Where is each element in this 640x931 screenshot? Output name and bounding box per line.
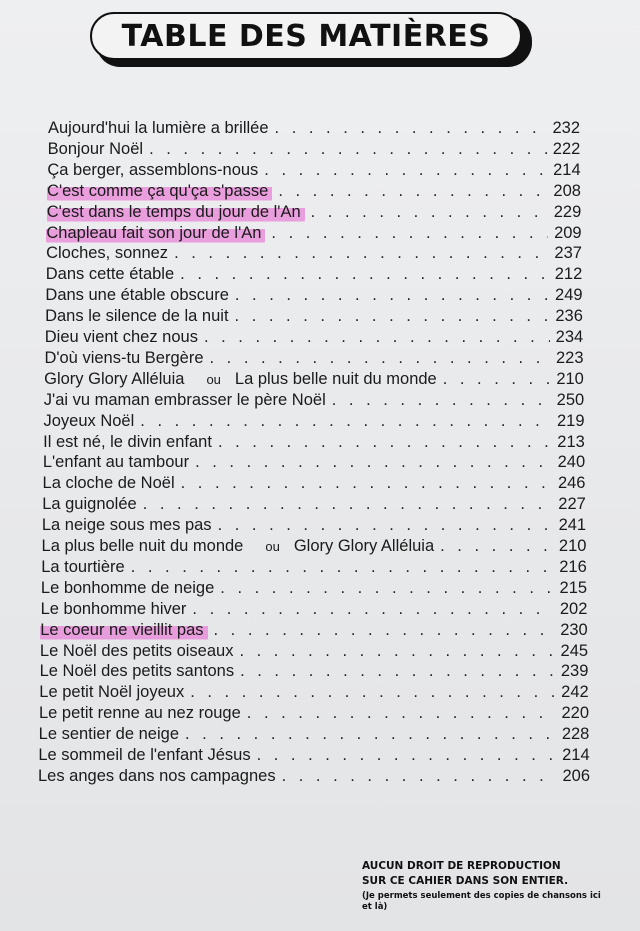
toc-entry-or: ou (206, 371, 221, 387)
toc-leader-dots (190, 682, 555, 703)
toc-entry (43, 432, 585, 453)
toc-entry-page: 236 (555, 307, 583, 326)
toc-entry-page: 237 (554, 244, 582, 263)
copyright-notice (362, 859, 612, 913)
toc-entry-title: Les anges dans nos campagnes (38, 766, 276, 785)
toc-entry (41, 578, 587, 599)
toc-entry-title: Dans cette étable (45, 265, 175, 284)
toc-leader-dots (440, 536, 553, 557)
toc-entry-title: Dieu vient chez nous (44, 328, 198, 346)
copyright-note: (Je permets seulement des copies de chansons ici et là) (362, 891, 601, 912)
toc-entry-page: 219 (556, 411, 585, 430)
toc-leader-dots (311, 202, 548, 223)
toc-entry-page: 222 (552, 139, 581, 158)
toc-leader-dots (282, 766, 557, 787)
toc-entry-title: Le coeur ne vieillit pas (40, 620, 207, 641)
toc-entry-page: 239 (560, 662, 589, 681)
toc-leader-dots (195, 452, 552, 473)
toc-entry (45, 327, 583, 348)
toc-entry-title: Le petit renne au nez rouge (38, 704, 241, 723)
toc-entry-alt-title: La plus belle nuit du monde (234, 369, 437, 388)
toc-entry (48, 139, 581, 160)
toc-entry (45, 306, 583, 327)
toc-entry (38, 745, 589, 766)
toc-entry-page: 246 (557, 474, 586, 493)
toc-entry-page: 234 (555, 328, 584, 346)
toc-entry-title: C'est dans le temps du jour de l'An (47, 202, 305, 223)
toc-entry (47, 181, 581, 202)
toc-entry (42, 494, 586, 515)
toc-entry-page: 223 (556, 348, 584, 367)
toc-entry (47, 160, 580, 181)
toc-leader-dots (264, 160, 547, 181)
toc-leader-dots (443, 369, 551, 390)
copyright-line-2: SUR CE CAHIER DANS SON ENTIER. (362, 875, 569, 887)
toc-entry-page: 240 (557, 453, 586, 472)
toc-entry-title: Le Noël des petits santons (39, 662, 235, 681)
toc-entry (46, 264, 583, 285)
toc-entry (43, 411, 584, 432)
toc-leader-dots (185, 724, 556, 745)
toc-entry-page: 227 (558, 495, 586, 514)
toc-entry-or: ou (265, 539, 280, 554)
toc-entry (42, 536, 587, 557)
toc-entry-page: 249 (555, 286, 583, 305)
toc-leader-dots (214, 620, 555, 641)
toc-entry-title: Bonjour Noël (47, 139, 144, 158)
toc-leader-dots (210, 348, 551, 369)
toc-entry (44, 348, 583, 369)
toc-entry-title: L'enfant au tambour (42, 453, 190, 472)
toc-entry-title: Il est né, le divin enfant (43, 432, 212, 451)
toc-leader-dots (131, 557, 554, 578)
toc-entry-page: 229 (553, 202, 582, 221)
toc-entry (45, 285, 582, 306)
toc-leader-dots (240, 661, 555, 682)
toc-entry-title: La plus belle nuit du monde (41, 537, 244, 555)
toc-entry (48, 118, 580, 139)
toc-leader-dots (204, 327, 550, 348)
toc-entry-title: Le sentier de neige (38, 725, 179, 744)
toc-leader-dots (257, 745, 557, 766)
toc-entry-title: Chapleau fait son jour de l'An (46, 223, 265, 244)
toc-leader-dots (218, 515, 553, 536)
toc-entry-title: Dans une étable obscure (45, 286, 229, 305)
toc-entry-title: Le sommeil de l'enfant Jésus (38, 746, 251, 764)
toc-leader-dots (239, 641, 554, 662)
toc-entry-title: Le Noël des petits oiseaux (39, 641, 234, 660)
toc-leader-dots (218, 432, 551, 453)
toc-entry-title: La tourtière (41, 557, 125, 576)
toc-entry-title: Aujourd'hui la lumière a brillée (48, 119, 269, 137)
toc-entry-page: 202 (559, 599, 588, 618)
toc-entry-title: Glory Glory Alléluia (44, 369, 185, 388)
toc-entry-page: 228 (561, 725, 590, 744)
toc-entry-page: 230 (560, 620, 588, 639)
toc-leader-dots (149, 139, 547, 160)
toc-leader-dots (235, 285, 549, 306)
toc-entry-title: C'est comme ça qu'ça s'passe (47, 181, 272, 202)
toc-entry (41, 599, 588, 620)
toc-leader-dots (332, 390, 551, 411)
toc-entry-page: 209 (554, 223, 582, 242)
toc-leader-dots (143, 494, 553, 515)
toc-entry-title: La neige sous mes pas (41, 516, 212, 535)
toc-entry-page: 242 (561, 683, 589, 702)
toc-entry-title: J'ai vu maman embrasser le père Noël (43, 390, 326, 409)
toc-entry-page: 241 (558, 516, 587, 535)
toc-entry (40, 661, 589, 682)
toc-entry (40, 620, 587, 641)
toc-entry-title: La guignolée (42, 495, 137, 514)
toc-leader-dots (180, 264, 549, 285)
toc-entry (41, 557, 587, 578)
toc-entry-page: 210 (556, 369, 584, 388)
toc-leader-dots (271, 223, 548, 244)
toc-entry (46, 223, 581, 244)
toc-entry-page: 216 (559, 557, 587, 576)
toc-entry-title: D'où viens-tu Bergère (44, 348, 204, 367)
toc-entry-page: 210 (558, 537, 587, 555)
toc-entry (46, 243, 582, 264)
toc-entry-title: Ça berger, assemblons-nous (47, 160, 259, 179)
toc-leader-dots (235, 306, 550, 327)
toc-entry-page: 214 (562, 746, 590, 764)
toc-entry-title: Le bonhomme de neige (40, 578, 215, 597)
toc-leader-dots (275, 118, 547, 139)
toc-entry (39, 724, 590, 745)
toc-entry-page: 250 (556, 390, 585, 409)
page-title: TABLE DES MATIÈRES (121, 18, 491, 54)
toc-entry (40, 641, 588, 662)
toc-leader-dots (220, 578, 553, 599)
toc-entry-title: Le bonhomme hiver (40, 599, 187, 618)
toc-entry-page: 212 (554, 265, 583, 284)
toc-entry (43, 452, 585, 473)
toc-entry-page: 220 (561, 704, 590, 723)
toc-entry (38, 766, 590, 787)
toc-entry-page: 214 (553, 160, 581, 179)
toc-entry (44, 390, 584, 411)
toc-entry (47, 202, 582, 223)
toc-leader-dots (278, 181, 547, 202)
toc-leader-dots (192, 599, 553, 620)
toc-entry-page: 213 (557, 432, 585, 451)
toc-entry (42, 515, 586, 536)
toc-entry-title: Le petit Noël joyeux (39, 683, 185, 702)
toc-entry-page: 215 (559, 578, 588, 597)
toc-entry (43, 473, 586, 494)
toc-entry-page: 232 (552, 119, 580, 137)
toc-leader-dots (140, 411, 551, 432)
title-banner (90, 12, 522, 60)
toc-entry (44, 369, 584, 390)
toc-leader-dots (181, 473, 552, 494)
toc-entry-title: Cloches, sonnez (46, 244, 169, 263)
toc-entry-page: 208 (553, 181, 581, 200)
copyright-line-1: AUCUN DROIT DE REPRODUCTION (362, 860, 561, 872)
toc-entry (39, 703, 589, 724)
toc-leader-dots (247, 703, 556, 724)
toc-entry-page: 206 (562, 766, 590, 785)
toc-entry-title: Dans le silence de la nuit (45, 307, 229, 326)
toc-entry-alt-title: Glory Glory Alléluia (293, 537, 435, 555)
toc-entry-title: Joyeux Noël (43, 411, 135, 430)
toc-entry (39, 682, 588, 703)
toc-leader-dots (174, 243, 548, 264)
toc-entry-title: La cloche de Noël (42, 474, 175, 493)
toc-entry-page: 245 (560, 641, 589, 660)
